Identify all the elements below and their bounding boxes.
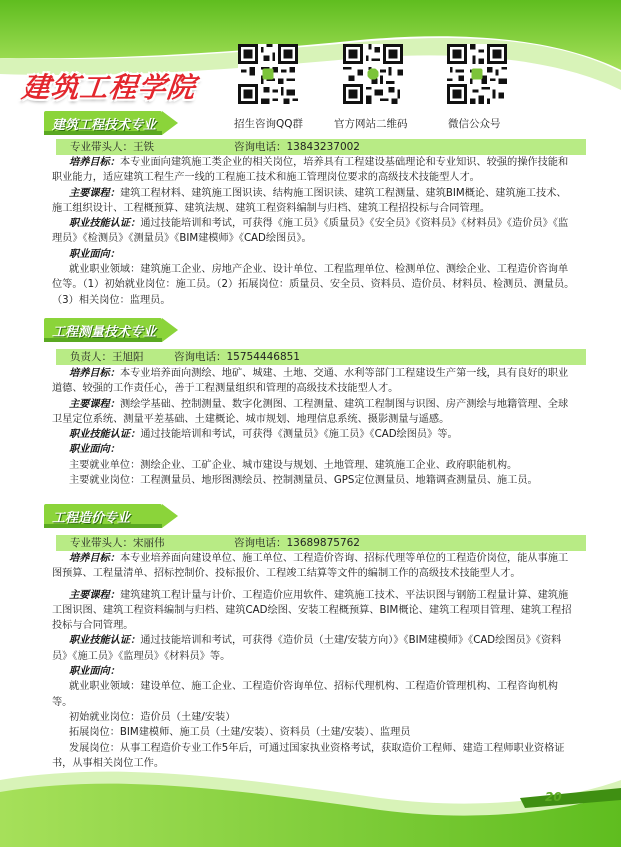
skill-cert-label: 职业技能认证： [69,218,141,230]
skill-cert-text: 通过技能培训和考试，可获得《测量员》《施工员》《CAD绘图员》等。 [140,429,458,441]
training-goal-text: 本专业培养面向测绘、地矿、城建、土地、交通、水利等部门工程建设生产第一线，具有良好的职业道德、较强的工作责任心，善于工程测量组织和管理的高级技术技能型人才。 [52,368,569,395]
wechat-account-qr-code [447,44,507,104]
skill-cert-label: 职业技能认证： [69,635,141,647]
official-website-qr-label: 官方网站二维码 [334,118,408,130]
consult-phone: 咨询电话：15754446851 [174,351,300,363]
qq-group-qr-label: 招生咨询QQ群 [234,118,304,130]
main-courses-text: 建筑建筑工程计量与计价、工程造价应用软件、建筑施工技术、平法识图与钢筋工程量计算、建筑施工图识图、建筑工程资料编制与归档、建筑CAD绘图、安装工程概预算、BIM概论、建筑工程项目管理、建筑工程招投标与合同管理。 [52,589,572,632]
career-label: 职业面向： [69,666,120,678]
main-courses-text: 测绘学基础、控制测量、数字化测图、工程测量、建筑工程制图与识图、房产测绘与地籍管理、全球卫星定位系统、测量平差基础、土建概论、城市规划、地理信息系统、摄影测量与遥感。 [52,398,569,425]
skill-cert-text: 通过技能培训和考试，可获得《造价员（土建/安装方向）》《BIM建模师》《CAD绘图员》《资料员》《施工员》《监理员》《材料员》等。 [52,635,562,662]
training-goal-label: 培养目标： [69,553,120,564]
main-courses-label: 主要课程： [69,589,120,601]
qq-group-qr-code [238,44,298,104]
career-text: 就业职业领域：建设单位、施工企业、工程造价咨询单位、招标代理机构、工程造价管理机构、工程咨询机构等。 [52,681,558,708]
contact-bar-construction-tech [56,139,586,155]
career-text: 就业职业领域：建筑施工企业、房地产企业、设计单位、工程监理单位、检测单位、测绘企业、工程造价咨询单位等。（1）初始就业岗位：施工员。（2）拓展岗位：质量员、安全员、资料员、造价员、材料员、检测员、测量员。（3）相关岗位：监理员。 [52,264,575,306]
section-title: 建筑工程技术专业 [52,118,157,133]
section-body-surveying-tech [52,366,576,488]
consult-phone: 咨询电话：13843237002 [234,141,360,153]
career-text: 主要就业岗位：工程测量员、地形图测绘员、控制测量员、GPS定位测量员、地籍调查测量员、施工员。 [69,475,538,487]
training-goal-label: 培养目标： [69,368,120,379]
official-website-qr-code [343,44,403,104]
training-goal-text: 本专业培养面向建设单位、施工单位、工程造价咨询、招标代理等单位的工程造价岗位，能从事施工图预算、工程量清单、招标控制价、投标报价、工程竣工结算等文件的编制工作的高级技术技能型人才。 [52,553,569,580]
program-leader: 专业带头人：王铁 [70,141,154,153]
section-banner-construction-tech [44,111,194,135]
section-banner-cost-engineering [44,504,194,528]
career-text: 发展岗位：从事工程造价专业工作5年后，可通过国家执业资格考试，获取造价工程师、建造工程师职业资格证书，从事相关岗位工作。 [52,742,565,769]
career-text: 拓展岗位：BIM建模师、施工员（土建/安装）、资料员（土建/安装）、监理员 [69,727,411,739]
skill-cert-label: 职业技能认证： [69,429,141,441]
college-title: 建筑工程学院 [20,71,198,104]
section-body-construction-tech [52,155,576,308]
program-leader: 负责人：王旭阳 [70,351,144,363]
section-title: 工程测量技术专业 [52,325,157,340]
section-banner-surveying-tech [44,318,194,342]
career-text: 主要就业单位：测绘企业、工矿企业、城市建设与规划、土地管理、建筑施工企业、政府职能机构。 [69,459,518,471]
wechat-account-qr-label: 微信公众号 [448,118,501,130]
main-courses-text: 建筑工程材料、建筑施工图识读、结构施工图识读、建筑工程测量、建筑BIM概论、建筑施工技术、施工组织设计、工程概预算、建筑法规、建筑工程资料编制与归档、建筑工程招投标与合同管理。 [52,187,567,214]
contact-bar-cost-engineering [56,535,586,551]
consult-phone: 咨询电话：13689875762 [234,537,360,549]
career-text: 初始就业岗位：造价员（土建/安装） [69,711,236,723]
training-goal-text: 本专业面向建筑施工类企业的相关岗位，培养具有工程建设基础理论和专业知识、较强的操作技能和职业能力，适应建筑工程生产一线的工程施工技术和施工管理岗位要求的高级技术技能型人才。 [52,157,569,184]
main-courses-label: 主要课程： [69,187,120,199]
section-title: 工程造价专业 [52,511,131,526]
skill-cert-text: 通过技能培训和考试，可获得《施工员》《质量员》《安全员》《资料员》《材料员》《造价员》《监理员》《检测员》《测量员》《BIM建模师》《CAD绘图员》。 [52,218,569,245]
career-label: 职业面向： [69,444,120,456]
training-goal-label: 培养目标： [69,157,120,168]
page-number: 20 [545,790,562,804]
contact-bar-surveying-tech [56,349,586,365]
career-label: 职业面向： [69,248,120,260]
section-body-cost-engineering [52,551,576,771]
program-leader: 专业带头人：宋丽伟 [70,537,165,549]
main-courses-label: 主要课程： [69,398,120,410]
